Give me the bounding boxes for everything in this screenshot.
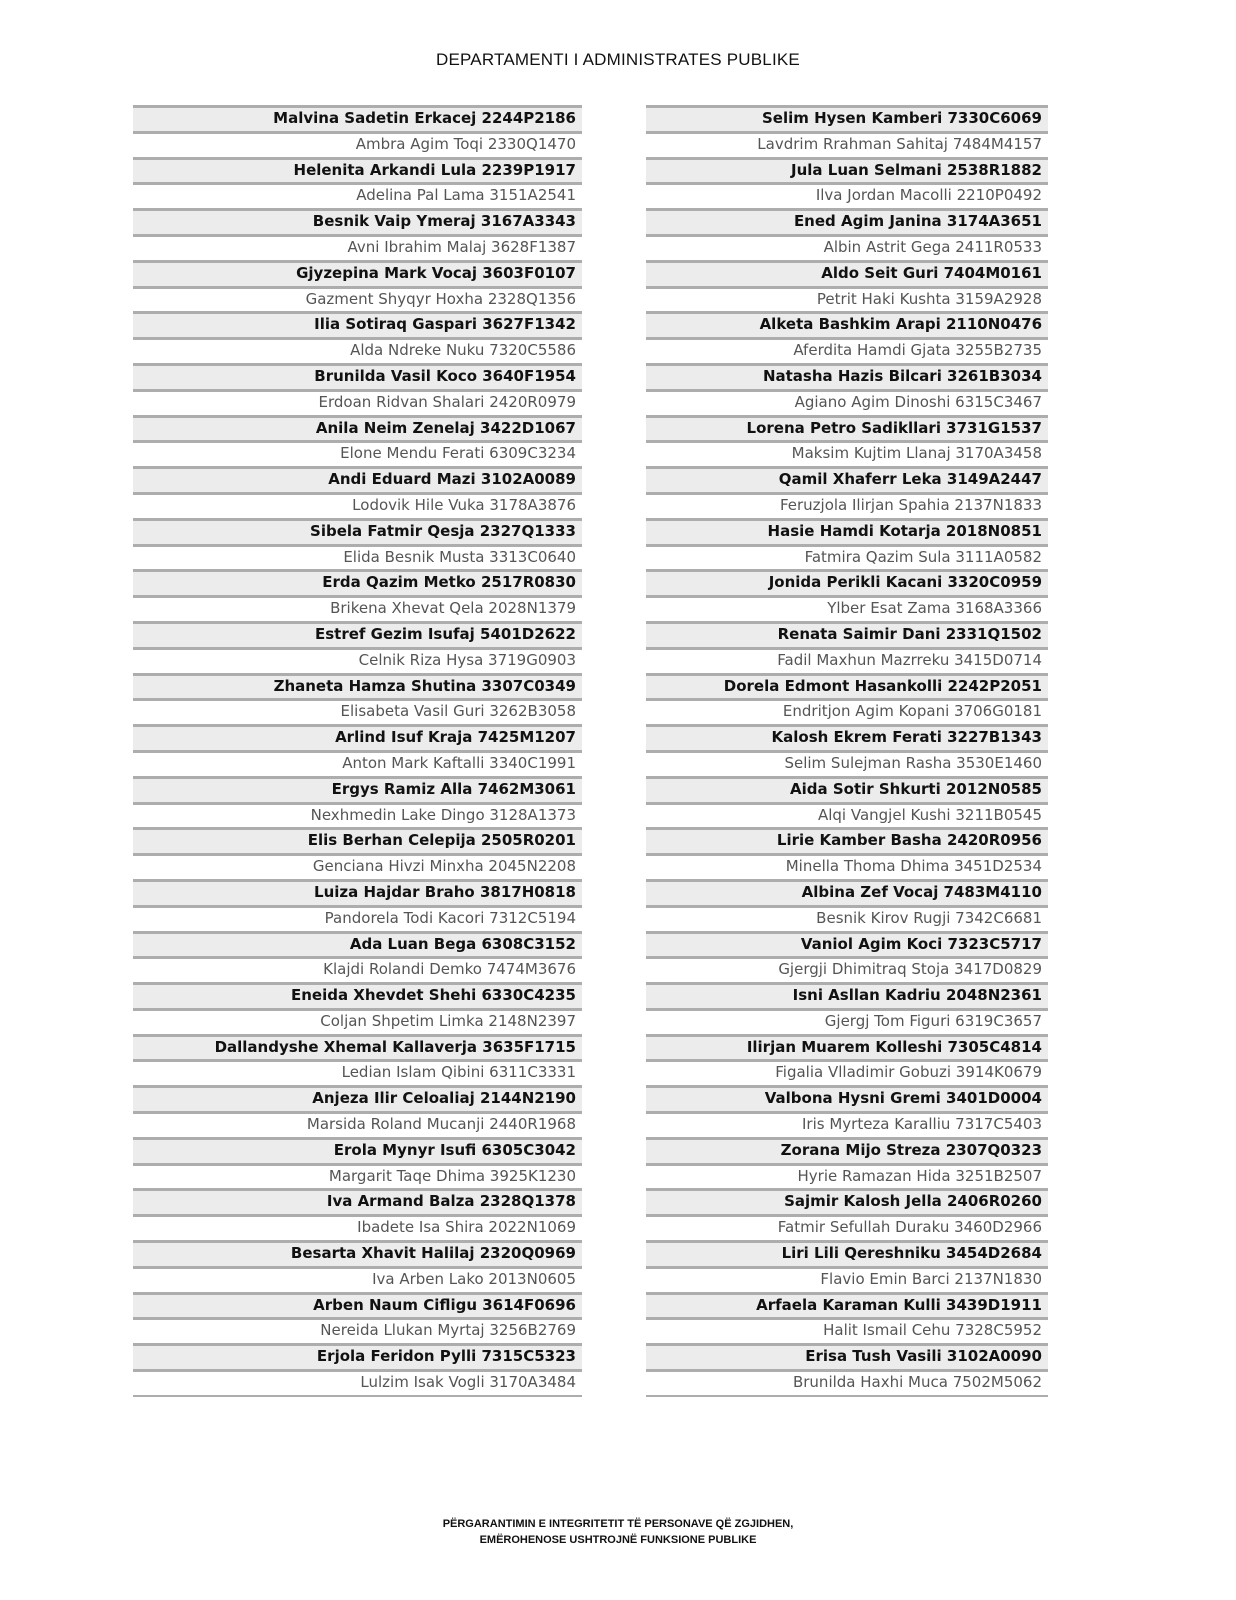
list-item: Arlind Isuf Kraja 7425M1207 xyxy=(133,724,582,750)
left-name-list xyxy=(133,105,582,1397)
list-item: Endritjon Agim Kopani 3706G0181 xyxy=(646,698,1048,724)
list-item: Dallandyshe Xhemal Kallaverja 3635F1715 xyxy=(133,1034,582,1060)
list-item: Andi Eduard Mazi 3102A0089 xyxy=(133,466,582,492)
list-item: Erjola Feridon Pylli 7315C5323 xyxy=(133,1343,582,1369)
list-item: Ambra Agim Toqi 2330Q1470 xyxy=(133,131,582,157)
list-item: Ilirjan Muarem Kolleshi 7305C4814 xyxy=(646,1034,1048,1060)
list-item: Genciana Hivzi Minxha 2045N2208 xyxy=(133,853,582,879)
list-item: Elone Mendu Ferati 6309C3234 xyxy=(133,440,582,466)
list-item: Arfaela Karaman Kulli 3439D1911 xyxy=(646,1292,1048,1318)
list-item: Iris Myrteza Karalliu 7317C5403 xyxy=(646,1111,1048,1137)
list-item: Ylber Esat Zama 3168A3366 xyxy=(646,595,1048,621)
list-item: Estref Gezim Isufaj 5401D2622 xyxy=(133,621,582,647)
list-item: Luiza Hajdar Braho 3817H0818 xyxy=(133,879,582,905)
list-item: Gjergj Tom Figuri 6319C3657 xyxy=(646,1008,1048,1034)
list-item: Ergys Ramiz Alla 7462M3061 xyxy=(133,776,582,802)
list-item: Kalosh Ekrem Ferati 3227B1343 xyxy=(646,724,1048,750)
list-item: Margarit Taqe Dhima 3925K1230 xyxy=(133,1163,582,1189)
list-item: Ened Agim Janina 3174A3651 xyxy=(646,208,1048,234)
list-item: Brikena Xhevat Qela 2028N1379 xyxy=(133,595,582,621)
list-item: Gjergji Dhimitraq Stoja 3417D0829 xyxy=(646,956,1048,982)
list-item: Zorana Mijo Streza 2307Q0323 xyxy=(646,1137,1048,1163)
list-item: Liri Lili Qereshniku 3454D2684 xyxy=(646,1240,1048,1266)
list-item: Fatmira Qazim Sula 3111A0582 xyxy=(646,544,1048,570)
list-item: Anjeza Ilir Celoaliaj 2144N2190 xyxy=(133,1085,582,1111)
list-item: Figalia Vlladimir Gobuzi 3914K0679 xyxy=(646,1059,1048,1085)
footer-line-2: EMËROHENOSE USHTROJNË FUNKSIONE PUBLIKE xyxy=(479,1534,757,1546)
list-item: Nexhmedin Lake Dingo 3128A1373 xyxy=(133,802,582,828)
list-item: Marsida Roland Mucanji 2440R1968 xyxy=(133,1111,582,1137)
list-item: Anila Neim Zenelaj 3422D1067 xyxy=(133,415,582,441)
list-item: Hasie Hamdi Kotarja 2018N0851 xyxy=(646,518,1048,544)
list-item: Ilia Sotiraq Gaspari 3627F1342 xyxy=(133,311,582,337)
list-item: Selim Sulejman Rasha 3530E1460 xyxy=(646,750,1048,776)
list-item: Selim Hysen Kamberi 7330C6069 xyxy=(646,105,1048,131)
list-item: Elis Berhan Celepija 2505R0201 xyxy=(133,827,582,853)
list-item: Elisabeta Vasil Guri 3262B3058 xyxy=(133,698,582,724)
footer xyxy=(0,1516,1236,1548)
list-item: Celnik Riza Hysa 3719G0903 xyxy=(133,647,582,673)
list-item: Brunilda Haxhi Muca 7502M5062 xyxy=(646,1369,1048,1395)
list-item: Coljan Shpetim Limka 2148N2397 xyxy=(133,1008,582,1034)
list-item: Aida Sotir Shkurti 2012N0585 xyxy=(646,776,1048,802)
list-item: Klajdi Rolandi Demko 7474M3676 xyxy=(133,956,582,982)
page-title: DEPARTAMENTI I ADMINISTRATES PUBLIKE xyxy=(436,50,800,69)
list-item: Sibela Fatmir Qesja 2327Q1333 xyxy=(133,518,582,544)
list-item: Aldo Seit Guri 7404M0161 xyxy=(646,260,1048,286)
list-item: Pandorela Todi Kacori 7312C5194 xyxy=(133,905,582,931)
list-item: Zhaneta Hamza Shutina 3307C0349 xyxy=(133,673,582,699)
list-item: Erola Mynyr Isufi 6305C3042 xyxy=(133,1137,582,1163)
list-item: Jula Luan Selmani 2538R1882 xyxy=(646,157,1048,183)
list-item: Ibadete Isa Shira 2022N1069 xyxy=(133,1214,582,1240)
list-item: Avni Ibrahim Malaj 3628F1387 xyxy=(133,234,582,260)
list-item: Lulzim Isak Vogli 3170A3484 xyxy=(133,1369,582,1395)
list-item: Lavdrim Rrahman Sahitaj 7484M4157 xyxy=(646,131,1048,157)
list-item: Maksim Kujtim Llanaj 3170A3458 xyxy=(646,440,1048,466)
list-item: Gjyzepina Mark Vocaj 3603F0107 xyxy=(133,260,582,286)
list-item: Sajmir Kalosh Jella 2406R0260 xyxy=(646,1188,1048,1214)
list-item: Fadil Maxhun Mazrreku 3415D0714 xyxy=(646,647,1048,673)
list-item: Ilva Jordan Macolli 2210P0492 xyxy=(646,182,1048,208)
list-item: Eneida Xhevdet Shehi 6330C4235 xyxy=(133,982,582,1008)
list-item: Lorena Petro Sadikllari 3731G1537 xyxy=(646,415,1048,441)
list-item: Gazment Shyqyr Hoxha 2328Q1356 xyxy=(133,286,582,312)
list-item: Iva Armand Balza 2328Q1378 xyxy=(133,1188,582,1214)
list-item: Albin Astrit Gega 2411R0533 xyxy=(646,234,1048,260)
list-item: Lirie Kamber Basha 2420R0956 xyxy=(646,827,1048,853)
list-item: Aferdita Hamdi Gjata 3255B2735 xyxy=(646,337,1048,363)
list-item: Anton Mark Kaftalli 3340C1991 xyxy=(133,750,582,776)
list-item: Qamil Xhaferr Leka 3149A2447 xyxy=(646,466,1048,492)
list-item: Brunilda Vasil Koco 3640F1954 xyxy=(133,363,582,389)
list-end-divider xyxy=(133,1395,582,1397)
list-item: Alketa Bashkim Arapi 2110N0476 xyxy=(646,311,1048,337)
list-item: Renata Saimir Dani 2331Q1502 xyxy=(646,621,1048,647)
list-item: Erisa Tush Vasili 3102A0090 xyxy=(646,1343,1048,1369)
list-item: Isni Asllan Kadriu 2048N2361 xyxy=(646,982,1048,1008)
list-item: Ada Luan Bega 6308C3152 xyxy=(133,931,582,957)
list-item: Dorela Edmont Hasankolli 2242P2051 xyxy=(646,673,1048,699)
list-item: Albina Zef Vocaj 7483M4110 xyxy=(646,879,1048,905)
list-item: Flavio Emin Barci 2137N1830 xyxy=(646,1266,1048,1292)
list-item: Besnik Vaip Ymeraj 3167A3343 xyxy=(133,208,582,234)
list-item: Elida Besnik Musta 3313C0640 xyxy=(133,544,582,570)
list-item: Arben Naum Cifligu 3614F0696 xyxy=(133,1292,582,1318)
list-item: Alqi Vangjel Kushi 3211B0545 xyxy=(646,802,1048,828)
list-item: Feruzjola Ilirjan Spahia 2137N1833 xyxy=(646,492,1048,518)
right-name-list xyxy=(646,105,1048,1397)
list-item: Ledian Islam Qibini 6311C3331 xyxy=(133,1059,582,1085)
list-item: Helenita Arkandi Lula 2239P1917 xyxy=(133,157,582,183)
list-item: Agiano Agim Dinoshi 6315C3467 xyxy=(646,389,1048,415)
list-end-divider xyxy=(646,1395,1048,1397)
list-item: Nereida Llukan Myrtaj 3256B2769 xyxy=(133,1317,582,1343)
list-item: Erda Qazim Metko 2517R0830 xyxy=(133,569,582,595)
list-item: Valbona Hysni Gremi 3401D0004 xyxy=(646,1085,1048,1111)
list-item: Lodovik Hile Vuka 3178A3876 xyxy=(133,492,582,518)
list-item: Hyrie Ramazan Hida 3251B2507 xyxy=(646,1163,1048,1189)
list-item: Petrit Haki Kushta 3159A2928 xyxy=(646,286,1048,312)
list-item: Minella Thoma Dhima 3451D2534 xyxy=(646,853,1048,879)
list-item: Alda Ndreke Nuku 7320C5586 xyxy=(133,337,582,363)
list-item: Jonida Perikli Kacani 3320C0959 xyxy=(646,569,1048,595)
list-item: Besarta Xhavit Halilaj 2320Q0969 xyxy=(133,1240,582,1266)
list-item: Fatmir Sefullah Duraku 3460D2966 xyxy=(646,1214,1048,1240)
list-item: Vaniol Agim Koci 7323C5717 xyxy=(646,931,1048,957)
list-item: Adelina Pal Lama 3151A2541 xyxy=(133,182,582,208)
list-item: Malvina Sadetin Erkacej 2244P2186 xyxy=(133,105,582,131)
list-item: Besnik Kirov Rugji 7342C6681 xyxy=(646,905,1048,931)
list-item: Natasha Hazis Bilcari 3261B3034 xyxy=(646,363,1048,389)
footer-line-1: PËRGARANTIMIN E INTEGRITETIT TË PERSONAVE QË ZGJIDHEN, xyxy=(442,1518,794,1530)
list-item: Iva Arben Lako 2013N0605 xyxy=(133,1266,582,1292)
list-item: Erdoan Ridvan Shalari 2420R0979 xyxy=(133,389,582,415)
list-item: Halit Ismail Cehu 7328C5952 xyxy=(646,1317,1048,1343)
